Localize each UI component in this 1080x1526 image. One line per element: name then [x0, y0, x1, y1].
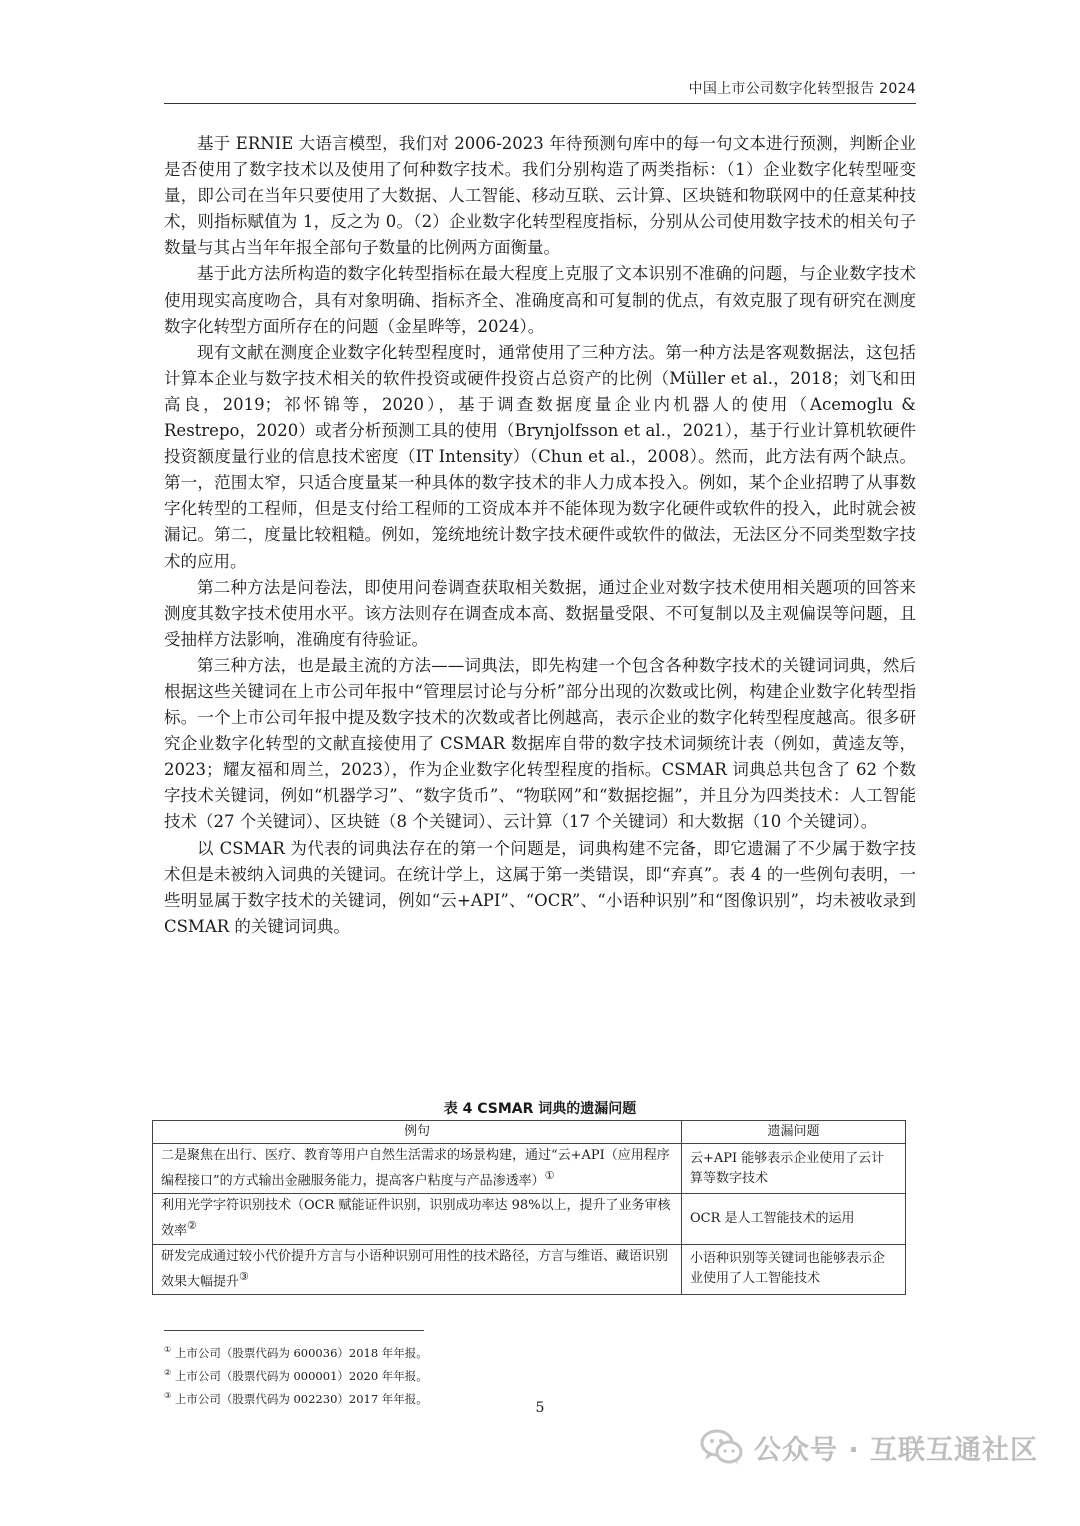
example-sentence-cell — [153, 1244, 682, 1294]
footnote — [164, 1340, 428, 1363]
omission-issue: 小语种识别等关键词也能够表示企业使用了人工智能技术 — [682, 1244, 906, 1294]
table-row — [153, 1194, 906, 1244]
example-sentence: 研发完成通过较小代价提升方言与小语种识别可用性的技术路径，方言与维语、藏语识别效果大幅提升 — [161, 1248, 669, 1289]
csmar-omission-table — [152, 1120, 906, 1295]
example-sentence: 二是聚焦在出行、医疗、教育等用户自然生活需求的场景构建，通过“云+API（应用程序编程接口”的方式输出金融服务能力，提高客户粘度与产品渗透率） — [161, 1148, 670, 1189]
footnote-ref: ② — [187, 1219, 197, 1233]
omission-issue: OCR 是人工智能技术的运用 — [682, 1194, 906, 1244]
footnote-text: 上市公司（股票代码为 000001）2020 年年报。 — [174, 1368, 428, 1383]
body-text — [164, 131, 916, 940]
footnotes — [164, 1340, 428, 1408]
omission-issue: 云+API 能够表示企业使用了云计算等数字技术 — [682, 1144, 906, 1194]
footnote-ref: ① — [544, 1169, 555, 1182]
paragraph: 基于 ERNIE 大语言模型，我们对 2006-2023 年待预测句库中的每一句文本进行预测，判断企业是否使用了数字技术以及使用了何种数字技术。我们分别构造了两类指标：（1）企业数字化转型哑变量，即公司在当年只要使用了大数据、人工智能、移动互联、云计算、区块链和物联网中的任意某种技术，则指标赋值为 1，反之为 0。（2）企业数字化转型程度指标，分别从公司使用数字技术的相关句子数量与其占当年年报全部句子数量的比例两方面衡量。 — [164, 134, 916, 258]
table-row — [153, 1144, 906, 1194]
paragraph: 基于此方法所构造的数字化转型指标在最大程度上克服了文本识别不准确的问题，与企业数字技术使用现实高度吻合，具有对象明确、指标齐全、准确度高和可复制的优点，有效克服了现有研究在测度数字化转型方面所存在的问题（金星晔等，2024）。 — [164, 264, 916, 336]
footnote-text: 上市公司（股票代码为 002230）2017 年年报。 — [174, 1391, 428, 1406]
table-header-row — [153, 1121, 906, 1144]
paragraph: 第三种方法，也是最主流的方法——词典法，即先构建一个包含各种数字技术的关键词词典，然后根据这些关键词在上市公司年报中“管理层讨论与分析”部分出现的次数或比例，构建企业数字化转型指标。一个上市公司年报中提及数字技术的次数或者比例越高，表示企业的数字化转型程度越高。很多研究企业数字化转型的文献直接使用了 CSMAR 数据库自带的数字技术词频统计表（例如，黄逵友等，2023；耀友福和周兰，2023），作为企业数字化转型程度的指标。CSMAR 词典总共包含了 62 个数字技术关键词，例如“机器学习”、“数字货币”、“物联网”和“数据挖掘”，并且分为四类技术：人工智能技术（27 个关键词）、区块链（8 个关键词）、云计算（17 个关键词）和大数据（10 个关键词）。 — [164, 655, 916, 832]
footnote-rule — [164, 1330, 424, 1331]
watermark — [700, 1419, 1038, 1475]
header-rule — [164, 103, 916, 104]
footnote-mark: ② — [164, 1367, 172, 1377]
column-header-issue: 遗漏问题 — [682, 1121, 906, 1144]
footnote-text: 上市公司（股票代码为 600036）2018 年年报。 — [174, 1345, 428, 1360]
page-number: 5 — [535, 1400, 545, 1416]
running-header: 中国上市公司数字化转型报告 2024 — [688, 81, 916, 97]
wechat-icon — [700, 1428, 744, 1466]
column-header-sentence: 例句 — [153, 1121, 682, 1144]
footnote-mark: ③ — [164, 1390, 172, 1400]
example-sentence: 利用光学字符识别技术（OCR 赋能证件识别，识别成功率达 98%以上，提升了业务审核效率 — [161, 1198, 671, 1239]
footnote — [164, 1363, 428, 1386]
footnote-mark: ① — [164, 1345, 172, 1354]
example-sentence-cell — [153, 1144, 682, 1194]
footnote-ref: ③ — [239, 1269, 249, 1283]
paragraph: 第二种方法是问卷法，即使用问卷调查获取相关数据，通过企业对数字技术使用相关题项的回答来测度其数字技术使用水平。该方法则存在调查成本高、数据量受限、不可复制以及主观偏误等问题，且受抽样方法影响，准确度有待验证。 — [164, 577, 916, 649]
watermark-text: 公众号 · 互联互通社区 — [754, 1434, 1039, 1466]
example-sentence-cell — [153, 1194, 682, 1244]
table-row — [153, 1244, 906, 1294]
table-caption: 表 4 CSMAR 词典的遗漏问题 — [443, 1101, 637, 1117]
paragraph: 以 CSMAR 为代表的词典法存在的第一个问题是，词典构建不完备，即它遗漏了不少属于数字技术但是未被纳入词典的关键词。在统计学上，这属于第一类错误，即“弃真”。表 4 的一些例句表明，一些明显属于数字技术的关键词，例如“云+API”、“OCR”、“小语种识别”和“图像识别”，均未被收录到 CSMAR 的关键词词典。 — [164, 838, 916, 936]
paragraph: 现有文献在测度企业数字化转型程度时，通常使用了三种方法。第一种方法是客观数据法，这包括计算本企业与数字技术相关的软件投资或硬件投资占总资产的比例（Müller et al.，2018；刘飞和田高良，2019；祁怀锦等，2020），基于调查数据度量企业内机器人的使用（Acemoglu & Restrepo，2020）或者分析预测工具的使用（Brynjolfsson et al.，2021），基于行业计算机软硬件投资额度量行业的信息技术密度（IT Intensity）（Chun et al.，2008）。然而，此方法有两个缺点。第一，范围太窄，只适合度量某一种具体的数字技术的非人力成本投入。例如，某个企业招聘了从事数字化转型的工程师，但是支付给工程师的工资成本并不能体现为数字化硬件或软件的投入，此时就会被漏记。第二，度量比较粗糙。例如，笼统地统计数字技术硬件或软件的做法，无法区分不同类型数字技术的应用。 — [164, 342, 916, 571]
